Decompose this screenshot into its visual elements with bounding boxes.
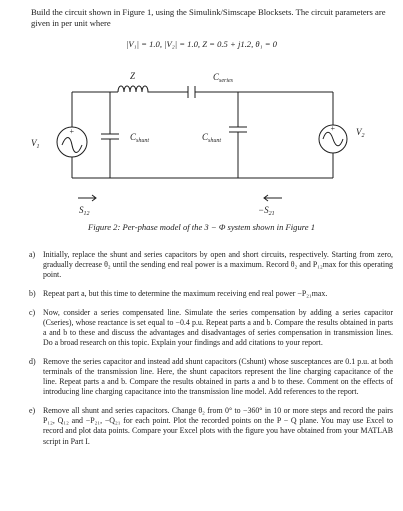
left-shunt-capacitor (101, 92, 119, 178)
plus-sign-left: + (69, 127, 75, 136)
series-capacitor (188, 86, 195, 98)
task-item-a (29, 250, 393, 281)
task-item-d (29, 357, 393, 398)
s12-label: $S_{12}$ (79, 205, 90, 217)
task-item-c (29, 308, 393, 349)
circuit-diagram (0, 58, 403, 238)
v1-label: $V_1$ (31, 138, 40, 150)
task-text: Remove the series capacitor and instead add shunt capacitors (Cshunt) whose susceptances are 0.1 p.u. at both terminals of the transmission line. Here, the shunt capacitors represent the line charging capacitance of the line. Repeat parts a and b. Compare the results obtained in parts a and b to these. Comment on the effects of introducing line charging capacitance into the transmission line model. Add references to the report. (43, 356, 393, 397)
task-marker: e) (29, 406, 36, 415)
impedance-label: Z (130, 71, 136, 81)
s21-label: $-S_{21}$ (258, 205, 275, 217)
task-list (29, 250, 393, 455)
right-source-sine (323, 132, 343, 146)
task-marker: a) (29, 250, 36, 259)
task-text: Remove all shunt and series capacitors. Change θ₂ from 0° to −360° in 10 or more steps and record the pairs P₁₂, Q₁₂ and −P₂₁, −Q₂₁ for each point. Plot the recorded points on the P − Q plane. You may use Excel to record and plot data points. Compare your Excel plots with the figure you have obtained from your MATLAB script in Part I. (43, 406, 393, 446)
task-item-b (29, 289, 393, 299)
task-marker: d) (29, 356, 36, 366)
task-item-e (29, 406, 393, 447)
task-marker: b) (29, 289, 36, 298)
series-capacitor-label: $C_{series}$ (213, 72, 234, 84)
task-text: Initially, replace the shunt and series capacitors by open and short circuits, respectively. Starting from zero, gradually decrease θ₂ until the sending end real power is a maximum. Record θ₂ and P₁₂max for this operating point. (43, 250, 393, 280)
v2-label: $V_2$ (356, 127, 365, 139)
s21-arrow (264, 195, 282, 201)
left-shunt-label: $C_{shunt}$ (130, 132, 150, 144)
impedance-coil (118, 86, 150, 92)
left-source-sine (62, 138, 82, 153)
right-shunt-capacitor (229, 92, 247, 178)
circuit-parameters: |V₁| = 1.0, |V₂| = 1.0, Z = 0.5 + j1.2, θ₁ = 0 (126, 39, 277, 49)
task-text: Now, consider a series compensated line. Simulate the series compensation by adding a series capacitor (Cseries), whose reactance is set equal to −0.4 p.u. Repeat parts a and b. Compare the results obtained in parts a and b to these and discuss the advantages and disadvantages of series compensation in transmission lines. Do a broad research on this topic. Explain your findings and add citations to your report. (43, 307, 393, 348)
task-marker: c) (29, 307, 36, 317)
right-shunt-label: $C_{shunt}$ (202, 132, 222, 144)
plus-sign-right: + (330, 124, 336, 133)
figure-caption: Figure 2: Per-phase model of the 3 − Φ system shown in Figure 1 (87, 222, 316, 232)
intro-paragraph: Build the circuit shown in Figure 1, using the Simulink/Simscape Blocksets. The circuit parameters are given in per unit where (31, 7, 386, 28)
s12-arrow (78, 195, 96, 201)
task-text: Repeat part a, but this time to determine the maximum receiving end real power −P₂₁max. (43, 289, 328, 298)
